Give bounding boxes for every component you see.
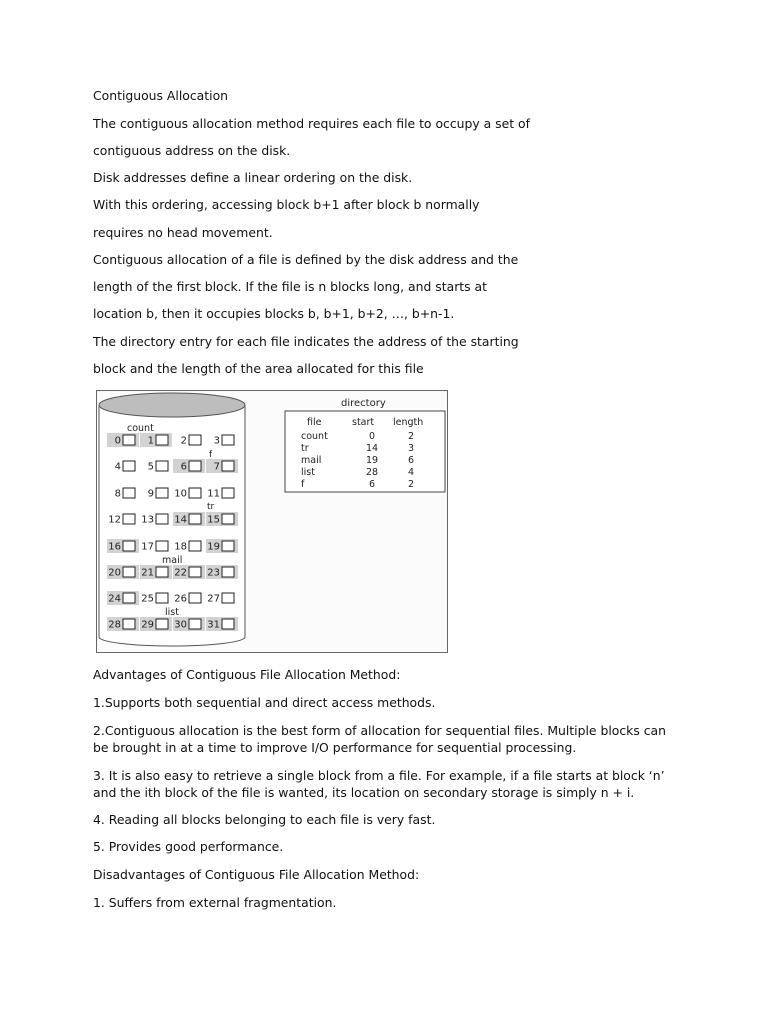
directory-file: tr	[301, 443, 309, 454]
block-square	[222, 461, 234, 471]
block-square	[156, 541, 168, 551]
block-square	[189, 488, 201, 498]
intro-line: contiguous address on the disk.	[93, 143, 291, 158]
block-number: 15	[207, 514, 220, 526]
intro-line: block and the length of the area allocated for this file	[93, 361, 424, 376]
block-square	[189, 541, 201, 551]
directory-file: count	[301, 431, 328, 442]
contiguous-allocation-figure	[96, 390, 448, 653]
directory-start: 14	[365, 443, 379, 454]
directory-start: 19	[365, 455, 379, 466]
block-number: 1	[147, 435, 154, 447]
block-number: 14	[174, 514, 187, 526]
directory-header-start: start	[352, 417, 375, 428]
block-square	[189, 461, 201, 471]
block-square	[123, 593, 135, 603]
disk-label-list: list	[165, 607, 179, 618]
block-square	[156, 514, 168, 524]
block-number: 11	[207, 488, 220, 500]
directory-file: mail	[301, 455, 322, 466]
intro-line: Contiguous allocation of a file is defined by the disk address and the	[93, 252, 519, 267]
block-square	[123, 435, 135, 445]
intro-line: The contiguous allocation method requires each file to occupy a set of	[93, 116, 530, 131]
intro-line: The directory entry for each file indicates the address of the starting	[93, 334, 519, 349]
block-number: 21	[141, 567, 154, 579]
block-square	[222, 567, 234, 577]
block-square	[189, 514, 201, 524]
directory-file: list	[301, 467, 315, 478]
directory-length: 3	[407, 443, 415, 454]
block-number: 7	[213, 461, 220, 473]
block-square	[123, 567, 135, 577]
disadvantages-heading: Disadvantages of Contiguous File Allocation Method:	[93, 867, 420, 882]
block-number: 29	[141, 619, 154, 631]
block-number: 26	[174, 593, 187, 605]
advantages-heading: Advantages of Contiguous File Allocation Method:	[93, 667, 401, 682]
block-number: 12	[108, 514, 121, 526]
block-square	[123, 619, 135, 629]
block-number: 24	[108, 593, 121, 605]
disk-cylinder-top	[99, 393, 245, 417]
directory-title: directory	[341, 398, 386, 409]
directory-header-length: length	[393, 417, 424, 428]
block-number: 28	[108, 619, 121, 631]
block-square	[123, 541, 135, 551]
directory-file: f	[301, 479, 305, 490]
disk-label-tr: tr	[207, 502, 215, 512]
advantage-item: 1.Supports both sequential and direct access methods.	[93, 695, 436, 710]
block-square	[222, 488, 234, 498]
directory-start: 6	[368, 479, 376, 490]
advantage-item: 3. It is also easy to retrieve a single block from a file. For example, if a file starts at block ‘n’ and the ith block of the file is wanted, its location on secondary storage is simply n + i.	[93, 768, 665, 800]
block-number: 16	[108, 541, 121, 553]
block-square	[156, 435, 168, 445]
intro-line: location b, then it occupies blocks b, b+1, b+2, …, b+n-1.	[93, 306, 455, 321]
block-number: 9	[147, 488, 154, 500]
disadvantage-item: 1. Suffers from external fragmentation.	[93, 895, 337, 910]
block-number: 20	[108, 567, 121, 579]
block-square	[156, 461, 168, 471]
block-square	[222, 619, 234, 629]
directory-start: 28	[365, 467, 379, 478]
block-number: 0	[114, 435, 121, 447]
block-number: 22	[174, 567, 187, 579]
directory-start: 0	[368, 431, 376, 442]
block-square	[222, 593, 234, 603]
block-square	[123, 461, 135, 471]
directory-header-file: file	[307, 417, 322, 428]
block-square	[222, 435, 234, 445]
block-number: 18	[174, 541, 187, 553]
disk-label-mail: mail	[162, 555, 183, 566]
advantage-item: 5. Provides good performance.	[93, 839, 284, 854]
intro-line: With this ordering, accessing block b+1 after block b normally	[93, 197, 480, 212]
disk-label-count: count	[127, 423, 154, 434]
block-square	[156, 593, 168, 603]
disk-label-f: f	[209, 450, 213, 460]
intro-line: length of the first block. If the file is n blocks long, and starts at	[93, 279, 488, 294]
block-number: 27	[207, 593, 220, 605]
block-number: 31	[207, 619, 220, 631]
block-number: 10	[174, 488, 187, 500]
advantage-item: 4. Reading all blocks belonging to each file is very fast.	[93, 812, 436, 827]
intro-line: requires no head movement.	[93, 225, 273, 240]
block-number: 30	[174, 619, 187, 631]
block-square	[156, 619, 168, 629]
block-square	[222, 514, 234, 524]
block-number: 17	[141, 541, 154, 553]
block-number: 5	[147, 461, 154, 473]
block-number: 2	[180, 435, 187, 447]
block-number: 8	[114, 488, 121, 500]
block-square	[189, 567, 201, 577]
block-square	[189, 435, 201, 445]
block-number: 3	[213, 435, 220, 447]
directory-length: 4	[407, 467, 415, 478]
block-square	[123, 488, 135, 498]
intro-line: Disk addresses define a linear ordering on the disk.	[93, 170, 413, 185]
heading-contiguous-allocation: Contiguous Allocation	[93, 88, 229, 103]
block-number: 13	[141, 514, 154, 526]
block-square	[189, 593, 201, 603]
block-square	[189, 619, 201, 629]
block-square	[156, 567, 168, 577]
block-number: 19	[207, 541, 220, 553]
block-square	[123, 514, 135, 524]
block-number: 23	[207, 567, 220, 579]
block-number: 6	[180, 461, 187, 473]
block-number: 4	[114, 461, 121, 473]
directory-length: 2	[407, 431, 415, 442]
block-square	[222, 541, 234, 551]
directory-length: 2	[407, 479, 415, 490]
block-number: 25	[141, 593, 154, 605]
disk-diagram	[97, 391, 447, 652]
block-square	[156, 488, 168, 498]
advantage-item: 2.Contiguous allocation is the best form of allocation for sequential files. Multiple blocks can be brought in at a time to improve I/O performance for sequential processing.	[93, 723, 667, 755]
directory-length: 6	[407, 455, 415, 466]
